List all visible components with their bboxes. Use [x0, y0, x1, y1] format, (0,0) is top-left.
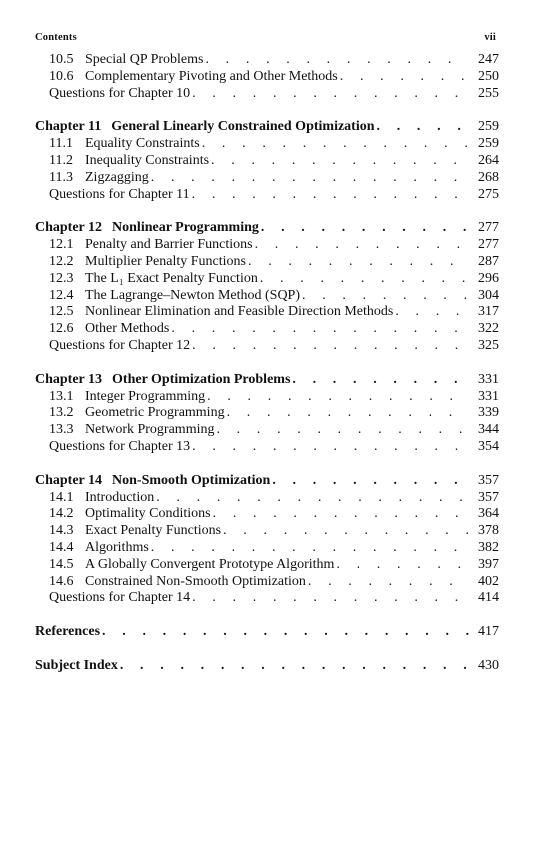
entry-page: 339 — [478, 405, 499, 421]
toc-entry-12-1[interactable] — [35, 237, 499, 254]
toc-entry-12-3[interactable] — [35, 271, 499, 288]
dot-leader — [308, 574, 469, 591]
dot-leader — [213, 506, 469, 523]
section-number: 12.6 — [49, 321, 74, 337]
entry-page: 417 — [478, 624, 499, 640]
entry-page: 357 — [478, 489, 499, 505]
section-title: Other Methods — [85, 321, 170, 337]
dot-leader — [255, 237, 469, 254]
questions-title: Questions for Chapter 11 — [49, 186, 190, 202]
section-number: 10.6 — [49, 68, 74, 84]
toc-entry-questions-13[interactable] — [35, 439, 499, 456]
entry-page: 259 — [478, 119, 499, 135]
section-title: Optimality Conditions — [85, 506, 211, 522]
dot-leader — [395, 304, 469, 321]
dot-leader — [192, 439, 469, 456]
entry-page: 354 — [478, 438, 499, 454]
section-title: Inequality Constraints — [85, 152, 210, 168]
references-title: References — [35, 624, 101, 640]
entry-page: 325 — [478, 337, 499, 353]
toc-entry-14-5[interactable] — [35, 557, 499, 574]
dot-leader — [151, 170, 469, 187]
toc-entry-11-3[interactable] — [35, 170, 499, 187]
chapter-title: Non-Smooth Optimization — [112, 472, 271, 488]
chapter-title: Nonlinear Programming — [112, 220, 259, 236]
entry-page: 322 — [478, 321, 499, 337]
section-title: Exact Penalty Functions — [85, 523, 222, 539]
entry-page: 259 — [478, 136, 499, 152]
toc-entry-10-6[interactable] — [35, 69, 499, 86]
entry-page: 317 — [478, 304, 499, 320]
section-number: 13.1 — [49, 388, 74, 404]
dot-leader — [272, 473, 469, 490]
section-title: Algorithms — [85, 539, 149, 555]
toc-entry-14-4[interactable] — [35, 540, 499, 557]
entry-page: 331 — [478, 388, 499, 404]
toc-entry-13-3[interactable] — [35, 422, 499, 439]
section-number: 10.5 — [49, 52, 74, 67]
section-number: 11.1 — [49, 136, 73, 152]
questions-title: Questions for Chapter 10 — [49, 85, 191, 101]
dot-leader — [336, 557, 469, 574]
toc-entry-12-5[interactable] — [35, 304, 499, 321]
dot-leader — [207, 389, 469, 406]
toc-entry-questions-10[interactable] — [35, 86, 499, 103]
dot-leader — [171, 321, 469, 338]
subject-index-title: Subject Index — [35, 657, 118, 673]
entry-page: 430 — [478, 657, 499, 673]
section-title: Nonlinear Elimination and Feasible Direction Methods — [85, 304, 394, 320]
section-title: Multiplier Penalty Functions — [85, 253, 246, 269]
entry-page: 247 — [478, 52, 499, 67]
section-title: Geometric Programming — [85, 405, 225, 421]
dot-leader — [102, 624, 469, 641]
chapter-title: General Linearly Constrained Optimization — [111, 119, 375, 135]
dot-leader — [156, 490, 469, 507]
section-title: Zigzagging — [85, 169, 149, 185]
section-number: 14.2 — [49, 506, 74, 522]
section-number: 11.2 — [49, 152, 73, 168]
entry-page: 304 — [478, 287, 499, 303]
dot-leader — [205, 52, 469, 69]
page-number: vii — [484, 32, 496, 43]
entry-page: 296 — [478, 270, 499, 286]
entry-page: 402 — [478, 573, 499, 589]
dot-leader — [202, 136, 469, 153]
toc-entry-questions-14[interactable] — [35, 590, 499, 607]
dot-leader — [261, 220, 469, 237]
section-number: 14.3 — [49, 523, 74, 539]
entry-page: 264 — [478, 152, 499, 168]
section-title: Network Programming — [85, 422, 215, 438]
section-title: A Globally Convergent Prototype Algorithm — [85, 556, 335, 572]
section-title: The L₁ Exact Penalty Function — [85, 270, 258, 286]
toc-entry-12-4[interactable] — [35, 288, 499, 305]
entry-page: 331 — [478, 371, 499, 387]
toc-entry-14-6[interactable] — [35, 574, 499, 591]
section-number: 14.6 — [49, 573, 74, 589]
entry-page: 357 — [478, 472, 499, 488]
dot-leader — [302, 288, 469, 305]
dot-leader — [192, 338, 469, 355]
section-title: Constrained Non-Smooth Optimization — [85, 573, 306, 589]
running-head — [35, 32, 496, 46]
toc-entry-11-1[interactable] — [35, 136, 499, 153]
entry-page: 287 — [478, 253, 499, 269]
dot-leader — [227, 405, 469, 422]
dot-leader — [192, 86, 469, 103]
questions-title: Questions for Chapter 14 — [49, 590, 191, 606]
section-number: 12.2 — [49, 253, 74, 269]
toc-entry-subject-index[interactable] — [35, 658, 499, 675]
section-number: 14.1 — [49, 489, 74, 505]
section-number: 13.3 — [49, 422, 74, 438]
toc-chapter-13[interactable] — [35, 372, 499, 389]
toc-chapter-11[interactable] — [35, 119, 499, 136]
running-head-title: Contents — [35, 32, 77, 43]
chapter-number: Chapter 12 — [35, 220, 103, 236]
entry-page: 397 — [478, 556, 499, 572]
dot-leader — [377, 119, 469, 136]
questions-title: Questions for Chapter 12 — [49, 337, 191, 353]
dot-leader — [223, 523, 469, 540]
toc-chapter-12[interactable] — [35, 220, 499, 237]
section-number: 12.5 — [49, 304, 74, 320]
section-number: 14.4 — [49, 539, 74, 555]
entry-page: 364 — [478, 506, 499, 522]
section-title: Integer Programming — [85, 388, 206, 404]
section-number: 11.3 — [49, 169, 73, 185]
toc-entry-12-6[interactable] — [35, 321, 499, 338]
toc-entry-13-1[interactable] — [35, 389, 499, 406]
toc-entry-questions-11[interactable] — [35, 187, 499, 204]
chapter-number: Chapter 14 — [35, 472, 103, 488]
entry-page: 378 — [478, 523, 499, 539]
toc-entry-14-3[interactable] — [35, 523, 499, 540]
section-number: 12.3 — [49, 270, 74, 286]
section-title: The Lagrange–Newton Method (SQP) — [85, 287, 301, 303]
dot-leader — [248, 254, 469, 271]
toc-chapter-14[interactable] — [35, 473, 499, 490]
toc-entry-11-2[interactable] — [35, 153, 499, 170]
entry-page: 250 — [478, 68, 499, 84]
section-title: Introduction — [85, 489, 155, 505]
entry-page: 414 — [478, 590, 499, 606]
chapter-number: Chapter 13 — [35, 371, 103, 387]
toc-entry-12-2[interactable] — [35, 254, 499, 271]
chapter-number: Chapter 11 — [35, 119, 102, 135]
dot-leader — [340, 69, 469, 86]
entry-page: 344 — [478, 422, 499, 438]
toc-entry-13-2[interactable] — [35, 405, 499, 422]
section-number: 12.1 — [49, 237, 74, 253]
dot-leader — [151, 540, 469, 557]
section-number: 14.5 — [49, 556, 74, 572]
dot-leader — [216, 422, 469, 439]
dot-leader — [260, 271, 469, 288]
entry-page: 255 — [478, 85, 499, 101]
chapter-title: Other Optimization Problems — [112, 371, 291, 387]
entry-page: 275 — [478, 186, 499, 202]
section-number: 12.4 — [49, 287, 74, 303]
table-of-contents — [35, 52, 499, 675]
toc-entry-questions-12[interactable] — [35, 338, 499, 355]
section-title: Penalty and Barrier Functions — [85, 237, 253, 253]
toc-entry-references[interactable] — [35, 624, 499, 641]
section-number: 13.2 — [49, 405, 74, 421]
toc-entry-14-2[interactable] — [35, 506, 499, 523]
section-title: Special QP Problems — [85, 52, 204, 67]
dot-leader — [211, 153, 469, 170]
dot-leader — [192, 187, 469, 204]
questions-title: Questions for Chapter 13 — [49, 438, 191, 454]
entry-page: 382 — [478, 539, 499, 555]
section-title: Equality Constraints — [85, 136, 200, 152]
entry-page: 277 — [478, 237, 499, 253]
section-title: Complementary Pivoting and Other Methods — [85, 68, 338, 84]
toc-entry-10-5[interactable] — [35, 52, 499, 69]
entry-page: 277 — [478, 220, 499, 236]
entry-page: 268 — [478, 169, 499, 185]
dot-leader — [292, 372, 469, 389]
toc-entry-14-1[interactable] — [35, 490, 499, 507]
dot-leader — [192, 590, 469, 607]
dot-leader — [120, 658, 469, 675]
